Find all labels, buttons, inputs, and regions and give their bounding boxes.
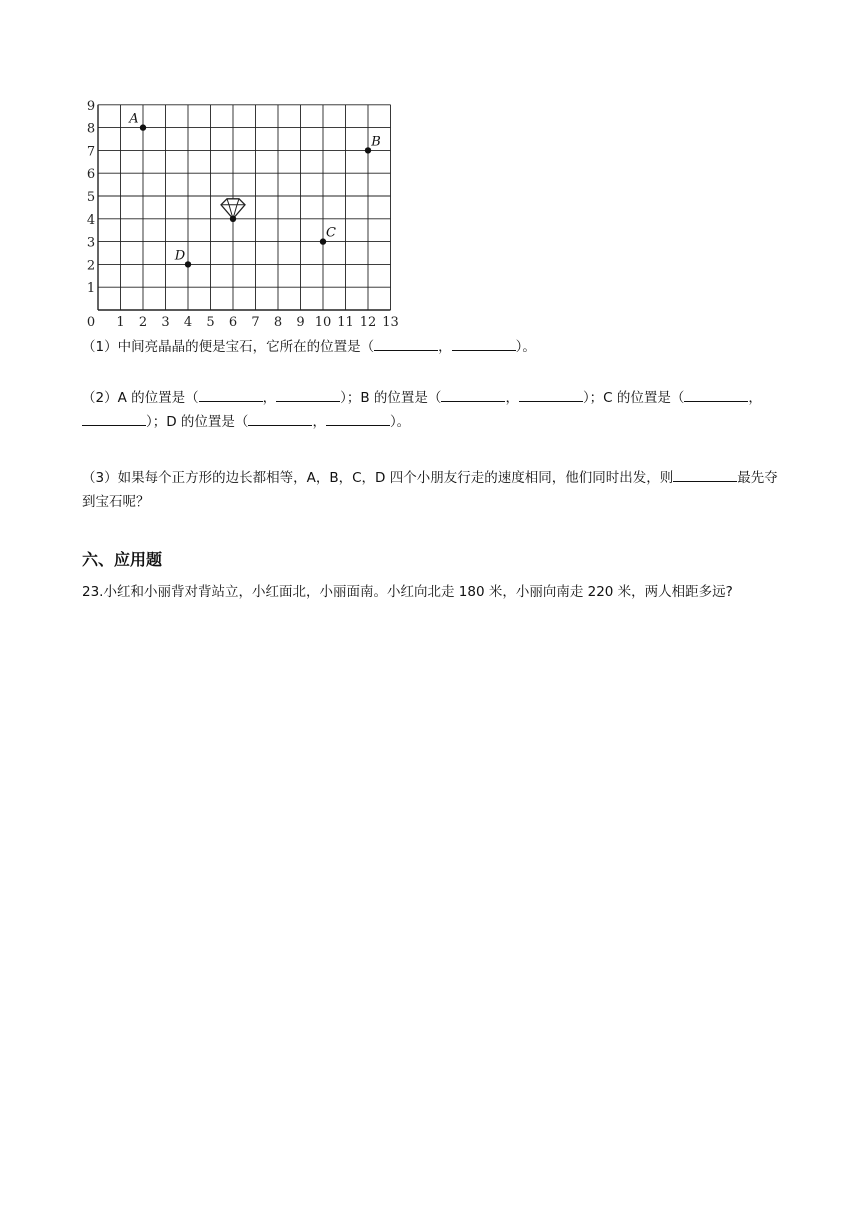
question-23: 23.小红和小丽背对背站立，小红面北，小丽面南。小红向北走 180 米，小丽向南走 220 米，两人相距多远? — [82, 584, 733, 600]
q2-part-b: ）；B 的位置是（ — [340, 390, 442, 406]
x-tick-label: 6 — [228, 315, 238, 328]
q1-suffix: ）。 — [515, 339, 536, 355]
y-tick-label: 4 — [86, 212, 96, 228]
answer-blank[interactable] — [276, 387, 340, 402]
separator: ， — [262, 390, 277, 406]
x-tick-label: 4 — [183, 315, 193, 328]
answer-blank[interactable] — [374, 336, 438, 351]
x-tick-label: 3 — [161, 315, 170, 328]
q2-part-a: （2）A 的位置是（ — [82, 390, 199, 406]
gem-point — [230, 216, 236, 222]
separator: ， — [438, 339, 452, 355]
answer-blank[interactable] — [199, 387, 263, 402]
x-tick-label: 1 — [116, 315, 125, 328]
x-tick-label: 2 — [138, 315, 148, 328]
y-tick-label: 7 — [86, 144, 96, 160]
point-a — [140, 124, 146, 130]
point-d — [185, 261, 191, 267]
x-tick-label: 12 — [359, 315, 377, 328]
x-tick-label: 8 — [273, 315, 283, 328]
y-tick-label: 8 — [86, 121, 96, 137]
y-tick-label: 2 — [86, 258, 96, 274]
point-label: A — [129, 111, 139, 127]
y-tick-label: 1 — [86, 281, 96, 297]
question-1 — [82, 335, 536, 359]
section-title: 六、应用题 — [82, 550, 163, 569]
answer-blank[interactable] — [248, 411, 312, 426]
separator: ， — [312, 414, 326, 430]
y-tick-label: 9 — [86, 98, 96, 114]
point-label: D — [174, 248, 186, 264]
separator: ， — [748, 390, 762, 406]
answer-blank[interactable] — [326, 411, 390, 426]
answer-blank[interactable] — [82, 411, 146, 426]
coordinate-grid-svg — [80, 88, 410, 328]
question-3 — [82, 466, 782, 514]
point-label: B — [371, 134, 381, 150]
q2-end: ）。 — [389, 414, 411, 430]
q1-prefix: （1）中间亮晶晶的便是宝石，它所在的位置是（ — [82, 339, 375, 355]
answer-blank[interactable] — [673, 467, 737, 482]
answer-blank[interactable] — [519, 387, 583, 402]
y-tick-label: 3 — [86, 235, 96, 251]
answer-blank[interactable] — [684, 387, 748, 402]
coordinate-grid-figure — [80, 88, 410, 328]
x-tick-label: 9 — [296, 315, 305, 328]
question-2 — [82, 386, 782, 434]
y-tick-label: 5 — [86, 190, 96, 205]
x-tick-label: 5 — [206, 315, 215, 328]
x-tick-label: 13 — [382, 315, 399, 328]
answer-blank[interactable] — [452, 336, 516, 351]
x-tick-label: 10 — [314, 315, 332, 328]
x-tick-label: 7 — [251, 315, 260, 328]
y-tick-label: 6 — [86, 167, 96, 183]
q3-end: 最先夺到宝石呢？ — [82, 470, 778, 510]
q2-part-d: ）；D 的位置是（ — [146, 414, 249, 430]
q3-text: （3）如果每个正方形的边长都相等，A，B，C，D 四个小朋友行走的速度相同，他们同时出发，则 — [82, 470, 674, 486]
separator: ， — [505, 390, 519, 406]
answer-blank[interactable] — [441, 387, 505, 402]
x-tick-label: 11 — [337, 315, 354, 328]
point-label: C — [326, 225, 336, 241]
q2-part-c: ）；C 的位置是（ — [582, 390, 685, 406]
x-tick-label: 0 — [86, 315, 96, 328]
